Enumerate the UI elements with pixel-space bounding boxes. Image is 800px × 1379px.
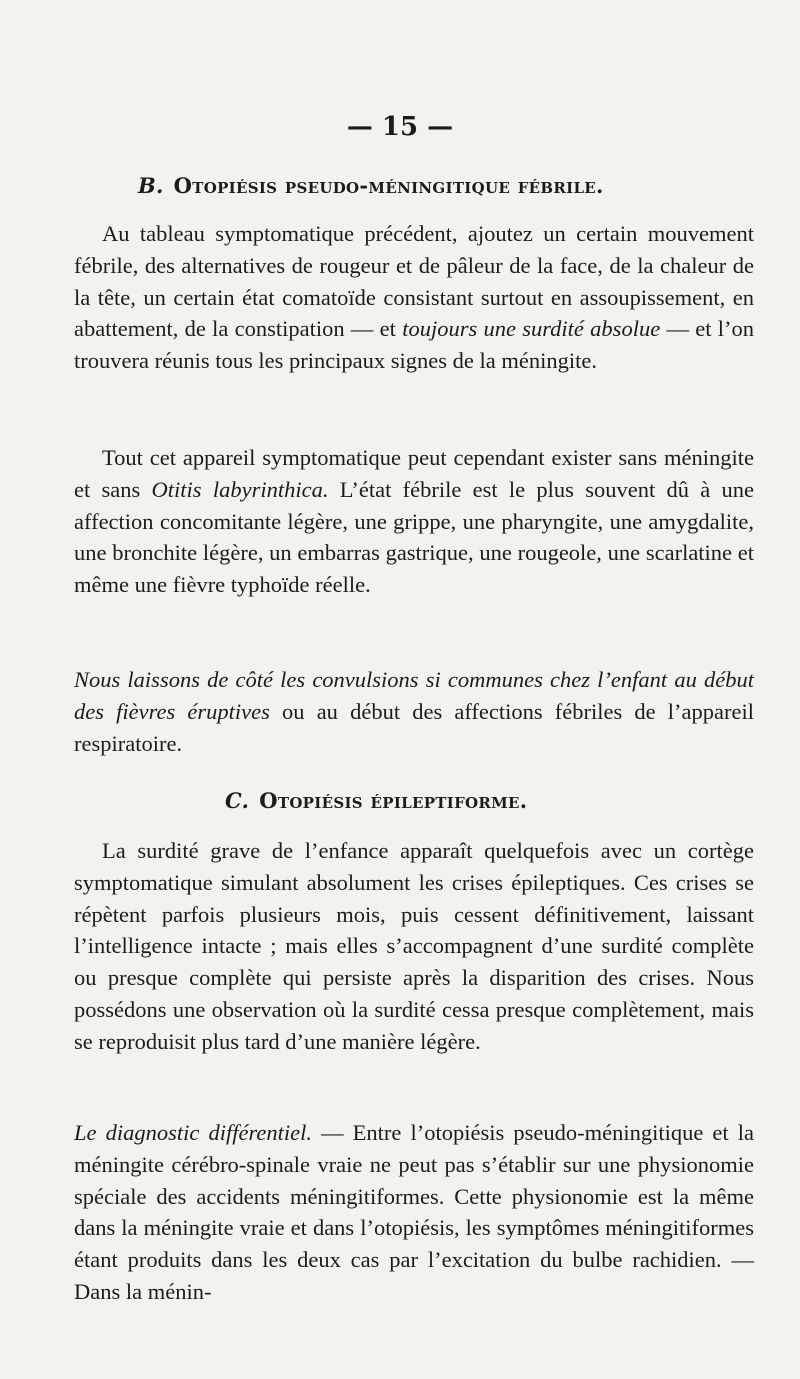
paragraph-1 xyxy=(74,218,754,377)
paragraph-3-emphasis: Nous laissons de côté les convulsions si communes chez l’enfant au début des fièvres éruptives xyxy=(74,667,754,724)
paragraph-2-emphasis: Otitis labyrinthica. xyxy=(151,476,329,502)
paragraph-5 xyxy=(74,1117,754,1308)
paragraph-3 xyxy=(74,664,754,759)
paragraph-1-text-a: Au tableau symptomatique précédent, ajoutez un certain mouvement fébrile, des alternatives de rougeur et de pâleur de la face, de la chaleur de la tête, un certain état comatoïde consistant surtout en assoupissement, en abattement, de la constipation — et xyxy=(74,221,754,342)
paragraph-3-text-b: ou au début des affections fébriles de l’appareil respiratoire. xyxy=(74,698,754,756)
section-mark-c: C. xyxy=(225,788,250,813)
paragraph-4-text: La surdité grave de l’enfance apparaît quelquefois avec un cortège symptomatique simulant absolument les crises épileptiques. Ces crises se répètent parfois plusieurs mois, puis cessent définitivement, laissant l’intelligence intacte ; mais elles s’accompagnent d’une surdité complète ou presque complète qui persiste après la disparition des crises. Nous possédons une observation où la surdité cessa presque complètement, mais se reproduisit plus tard d’une manière légère. xyxy=(74,838,754,1054)
paragraph-4 xyxy=(74,835,754,1058)
paragraph-2-text-b: L’état fébrile est le plus souvent dû à une affection concomitante légère, une grippe, une pharyngite, une amygdalite, une bronchite légère, un embarras gastrique, une rougeole, une scarlatine et même une fièvre typhoïde réelle. xyxy=(74,476,754,598)
section-title-b: Otopiésis pseudo-méningitique fébrile. xyxy=(173,173,604,198)
page-number: — 15 — xyxy=(346,112,454,142)
paragraph-1-text-b: — et l’on trouvera réunis tous les principaux signes de la méningite. xyxy=(74,316,754,374)
paragraph-2 xyxy=(74,442,754,601)
section-heading-b xyxy=(138,173,604,198)
paragraph-5-emphasis: Le diagnostic différentiel. xyxy=(74,1120,312,1145)
section-heading-c xyxy=(225,788,527,813)
section-title-c: Otopiésis épileptiforme. xyxy=(259,788,528,813)
paragraph-1-emphasis: toujours une surdité absolue xyxy=(402,316,661,342)
paragraph-5-text-b: — Entre l’otopiésis pseudo-méningitique et la méningite cérébro-spinale vraie ne peut pas s’établir sur une physionomie spéciale des accidents méningitiformes. Cette physionomie est la même dans la méningite vraie et dans l’otopiésis, les symptômes méningitiformes étant produits dans les deux cas par l’excitation du bulbe rachidien. — Dans la ménin- xyxy=(74,1120,754,1304)
paragraph-2-text-a: Tout cet appareil symptomatique peut cependant exister sans méningite et sans xyxy=(74,445,754,502)
section-mark-b: B. xyxy=(138,173,164,198)
